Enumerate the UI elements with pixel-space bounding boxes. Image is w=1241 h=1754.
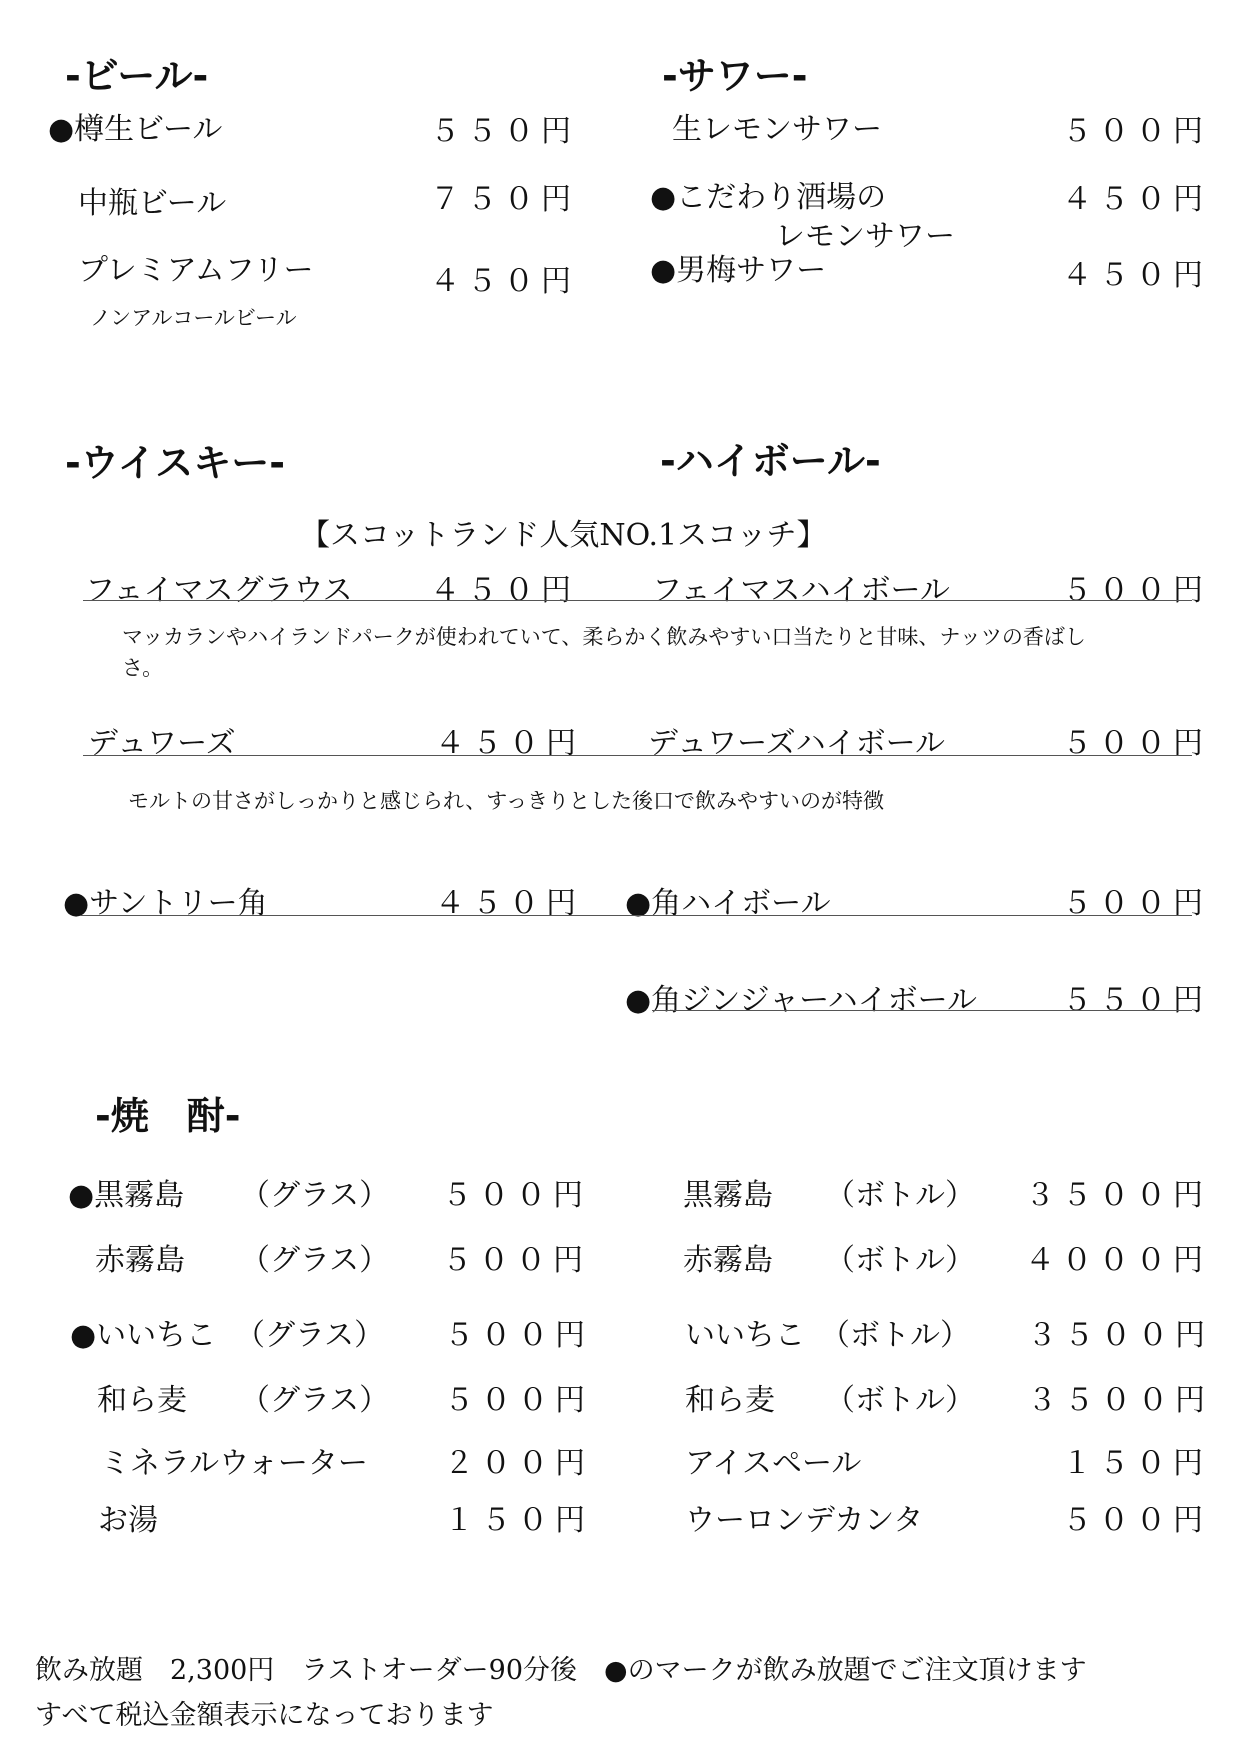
menu-item-price: ５５０円 (1062, 983, 1210, 1018)
menu-item-price: ４５０円 (430, 264, 578, 299)
menu-item-name: フェイマスハイボール (652, 573, 950, 608)
menu-item-price: ７５０円 (430, 182, 578, 217)
menu-item-name: いいちこ (685, 1318, 805, 1353)
menu-item-price: ５００円 (1062, 726, 1210, 761)
menu-item-name: ●黒霧島 (68, 1178, 185, 1213)
menu-item-price: ５００円 (1062, 886, 1210, 921)
menu-item-name: ●こだわり酒場の (650, 180, 887, 215)
menu-item-name: ●いいちこ (70, 1318, 217, 1353)
menu-item-name: 赤霧島 (95, 1243, 185, 1278)
menu-item-name: ウーロンデカンタ (685, 1503, 924, 1538)
menu-item-price: ３５００円 (1027, 1318, 1212, 1353)
menu-item-price: ３５００円 (1027, 1383, 1212, 1418)
menu-item-note: ノンアルコールビール (90, 306, 297, 330)
menu-item-price: １５０円 (444, 1503, 592, 1538)
item-description: モルトの甘さがしっかりと感じられ、すっきりとした後口で飲みやすいのが特徴 (128, 789, 884, 813)
row-divider (83, 600, 1192, 601)
menu-item-name: プレミアムフリー (78, 253, 314, 288)
menu-item-price: １５０円 (1062, 1446, 1210, 1481)
menu-item-price: ２００円 (444, 1446, 592, 1481)
menu-item-price: ５００円 (444, 1318, 592, 1353)
menu-item-price: ４５０円 (430, 573, 578, 608)
menu-item-price: ５００円 (442, 1178, 590, 1213)
menu-item-name: ●角ジンジャーハイボール (625, 983, 977, 1018)
menu-item-name: ミネラルウォーター (100, 1446, 368, 1481)
menu-item-type: （グラス） (240, 1178, 390, 1213)
menu-item-type: （ボトル） (820, 1318, 970, 1353)
whisky-subheading: 【スコットランド人気NO.1スコッチ】 (300, 518, 827, 553)
menu-item-name: ●角ハイボール (625, 886, 831, 921)
menu-item-name-cont: レモンサワー (775, 219, 955, 254)
menu-item-type: （ボトル） (825, 1383, 975, 1418)
menu-item-type: （ボトル） (825, 1178, 975, 1213)
menu-item-name: ●サントリー角 (63, 886, 268, 921)
menu-item-price: ５００円 (1062, 114, 1210, 149)
menu-item-price: ３５００円 (1025, 1178, 1210, 1213)
menu-item-type: （グラス） (240, 1243, 390, 1278)
menu-item-name: 生レモンサワー (672, 112, 882, 147)
menu-item-price: ５５０円 (430, 114, 578, 149)
menu-item-name: 和ら麦 (97, 1383, 187, 1418)
whisky-heading: -ウイスキー- (65, 441, 286, 485)
footer-note: 飲み放題 2,300円 ラストオーダー90分後 ●のマークが飲み放題でご注文頂けます (35, 1655, 1087, 1686)
menu-item-price: ５００円 (1062, 1503, 1210, 1538)
menu-item-name: 赤霧島 (683, 1243, 773, 1278)
shochu-heading: -焼 酎- (95, 1094, 241, 1138)
menu-item-name: デュワーズ (88, 726, 236, 761)
sour-heading: -サワー- (662, 54, 808, 98)
row-divider (83, 755, 1192, 756)
row-divider (80, 915, 1192, 916)
menu-item-name: お湯 (98, 1503, 158, 1538)
row-divider (652, 1010, 1192, 1011)
highball-heading: -ハイボール- (660, 439, 881, 483)
footer-tax-note: すべて税込金額表示になっております (35, 1700, 494, 1731)
menu-item-name: ●樽生ビール (48, 112, 223, 147)
menu-item-type: （ボトル） (825, 1243, 975, 1278)
menu-item-name: 黒霧島 (683, 1178, 773, 1213)
menu-item-price: ４５０円 (435, 886, 583, 921)
menu-item-price: ４５０円 (1062, 258, 1210, 293)
menu-item-price: ４０００円 (1025, 1243, 1210, 1278)
menu-item-type: （グラス） (235, 1318, 385, 1353)
menu-item-name: 中瓶ビール (78, 186, 227, 221)
menu-item-name: アイスペール (685, 1446, 862, 1481)
menu-item-name: フェイマスグラウス (85, 573, 353, 608)
menu-item-name: デュワーズハイボール (648, 726, 945, 761)
menu-item-price: ４５０円 (435, 726, 583, 761)
menu-item-price: ４５０円 (1062, 182, 1210, 217)
menu-item-type: （グラス） (240, 1383, 390, 1418)
menu-item-name: ●男梅サワー (650, 253, 827, 288)
menu-item-name: 和ら麦 (685, 1383, 775, 1418)
menu-item-price: ５００円 (1062, 573, 1210, 608)
menu-item-price: ５００円 (444, 1383, 592, 1418)
menu-item-price: ５００円 (442, 1243, 590, 1278)
beer-heading: -ビール- (65, 54, 209, 98)
item-description: マッカランやハイランドパークが使われていて、柔らかく飲みやすい口当たりと甘味、ナッツの香ばしさ。 (122, 625, 1086, 680)
